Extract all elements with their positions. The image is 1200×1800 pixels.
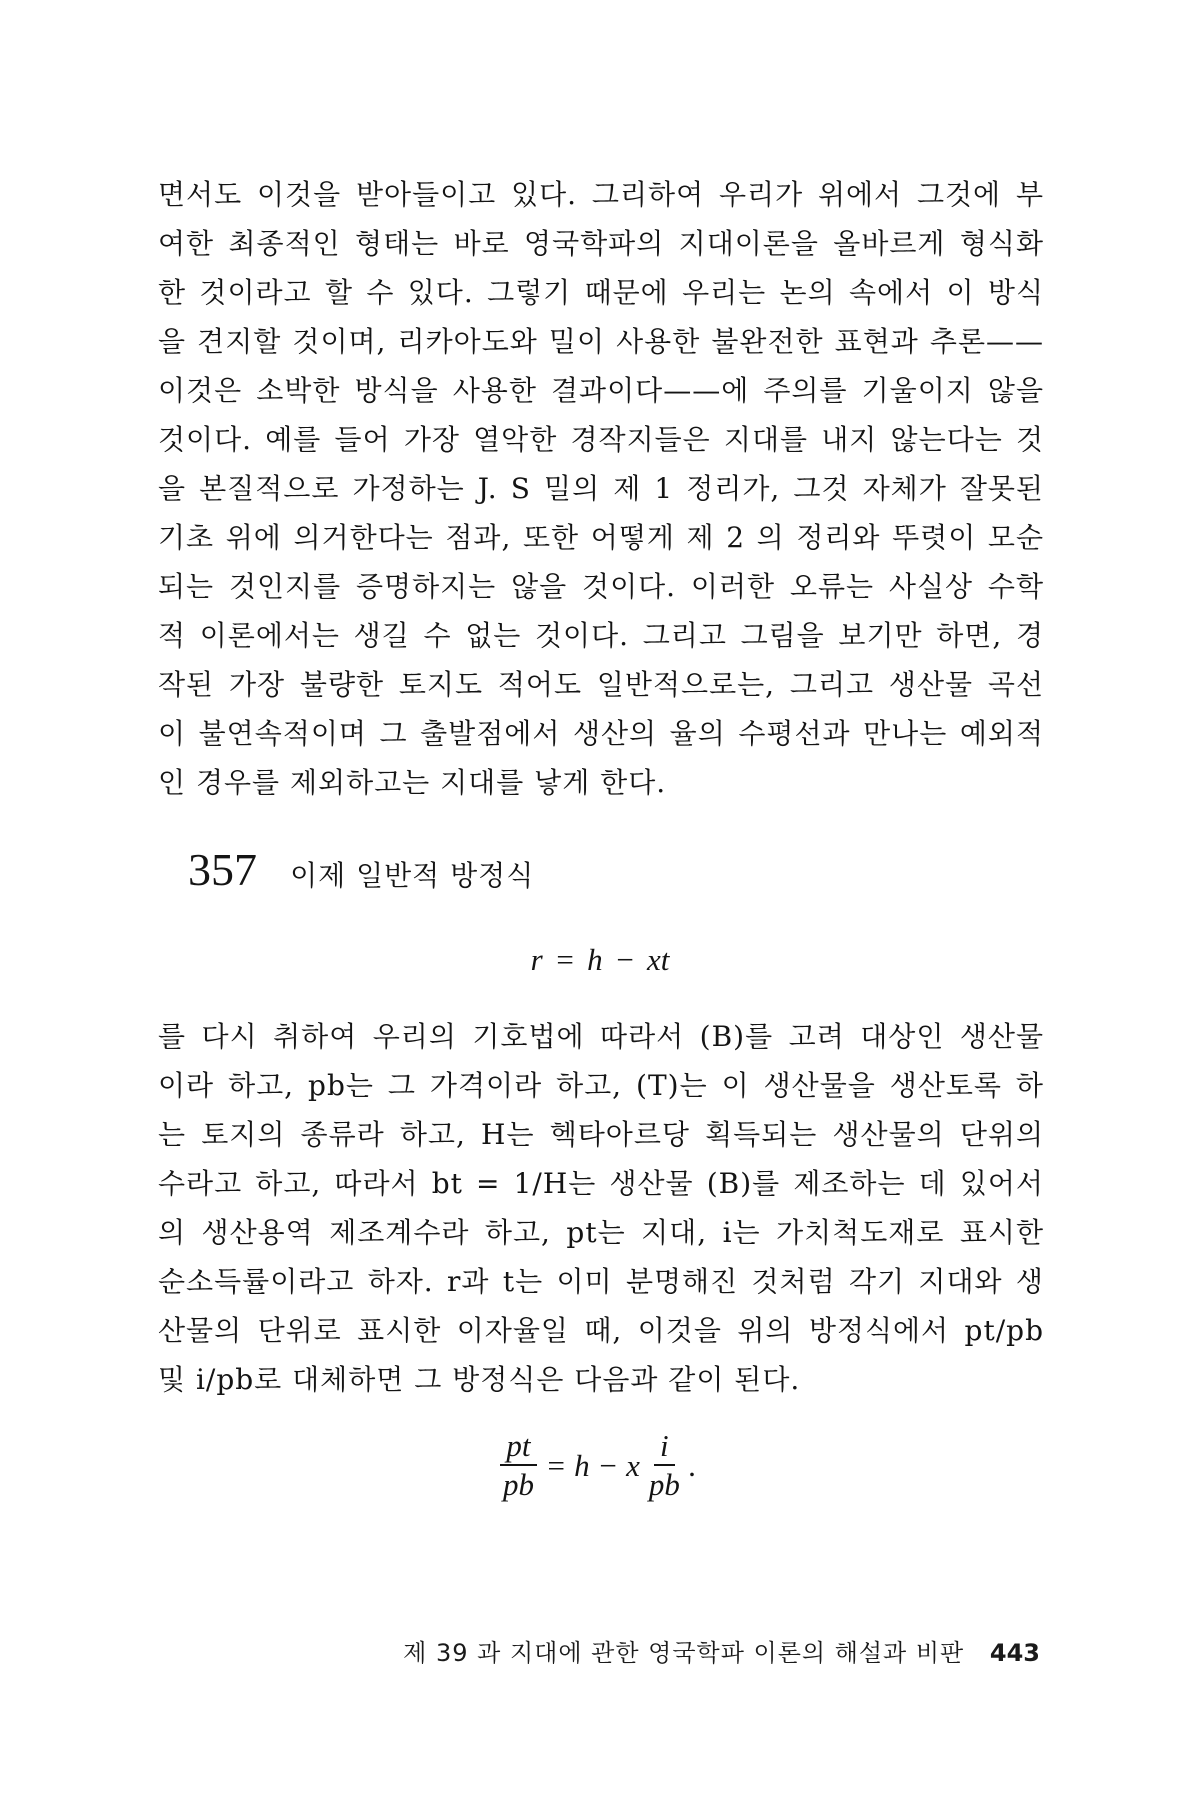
- text-line: 면서도 이것을 받아들이고 있다. 그리하여 우리가 위에서 그것에 부: [158, 178, 1044, 211]
- text-line: 한 것이라고 할 수 있다. 그렇기 때문에 우리는 논의 속에서 이 방식: [158, 276, 1044, 309]
- page-number: 443: [989, 1639, 1040, 1667]
- fraction-denominator: pb: [648, 1467, 680, 1502]
- text-line: 및 i/pb로 대체하면 그 방정식은 다음과 같이 된다.: [158, 1363, 801, 1396]
- section-number: 357: [188, 844, 257, 895]
- equation-middle: = h − x: [545, 1448, 640, 1483]
- text-line: 이것은 소박한 방식을 사용한 결과이다——에 주의를 기울이지 않을: [158, 374, 1044, 407]
- text-line: 적 이론에서는 생길 수 없는 것이다. 그리고 그림을 보기만 하면, 경: [158, 619, 1044, 652]
- text-line: 되는 것인지를 증명하지는 않을 것이다. 이러한 오류는 사실상 수학: [158, 570, 1044, 603]
- text-line: 을 견지할 것이며, 리카아도와 밀이 사용한 불완전한 표현과 추론——: [158, 325, 1044, 358]
- fraction-numerator: pt: [500, 1428, 536, 1466]
- text-line: 산물의 단위로 표시한 이자율일 때, 이것을 위의 방정식에서 pt/pb: [158, 1314, 1044, 1347]
- section-heading: [188, 840, 534, 900]
- equation-substituted: [0, 1428, 1200, 1504]
- fraction-numerator: i: [654, 1428, 675, 1466]
- text-line: 수라고 하고, 따라서 bt = 1/H는 생산물 (B)를 제조하는 데 있어서: [158, 1167, 1044, 1200]
- fraction-lhs: [497, 1428, 539, 1504]
- text-line: 의 생산용역 제조계수라 하고, pt는 지대, i는 가치척도재로 표시한: [158, 1216, 1044, 1249]
- text-line: 작된 가장 불량한 토지도 적어도 일반적으로는, 그리고 생산물 곡선: [158, 668, 1044, 701]
- text-line: 것이다. 예를 들어 가장 열악한 경작지들은 지대를 내지 않는다는 것: [158, 423, 1044, 456]
- text-line: 이 불연속적이며 그 출발점에서 생산의 율의 수평선과 만나는 예외적: [158, 717, 1044, 750]
- text-line: 이라 하고, pb는 그 가격이라 하고, (T)는 이 생산물을 생산토록 하: [158, 1069, 1044, 1102]
- text-line: 기초 위에 의거한다는 점과, 또한 어떻게 제 2 의 정리와 뚜렷이 모순: [158, 521, 1044, 554]
- fraction-rhs: [646, 1428, 683, 1504]
- equation-general: r = h − xt: [530, 942, 670, 977]
- text-line: 을 본질적으로 가정하는 J. S 밀의 제 1 정리가, 그것 자체가 잘못된: [158, 472, 1044, 505]
- running-footer: [403, 1633, 1040, 1673]
- section-title: 이제 일반적 방정식: [290, 859, 535, 892]
- text-line: 는 토지의 종류라 하고, H는 헥타아르당 획득되는 생산물의 단위의: [158, 1118, 1044, 1151]
- chapter-title: 제 39 과 지대에 관한 영국학파 이론의 해설과 비판: [403, 1639, 965, 1667]
- text-line: 순소득률이라고 하자. r과 t는 이미 분명해진 것처럼 각기 지대와 생: [158, 1265, 1044, 1298]
- text-line: 를 다시 취하여 우리의 기호법에 따라서 (B)를 고려 대상인 생산물: [158, 1020, 1044, 1053]
- paragraph-top: [158, 170, 1044, 807]
- paragraph-bottom: [158, 1012, 1044, 1404]
- fraction-denominator: pb: [502, 1467, 534, 1502]
- text-line: 인 경우를 제외하고는 지대를 낳게 한다.: [158, 766, 667, 799]
- equation-end: .: [688, 1448, 697, 1483]
- text-line: 여한 최종적인 형태는 바로 영국학파의 지대이론을 올바르게 형식화: [158, 227, 1044, 260]
